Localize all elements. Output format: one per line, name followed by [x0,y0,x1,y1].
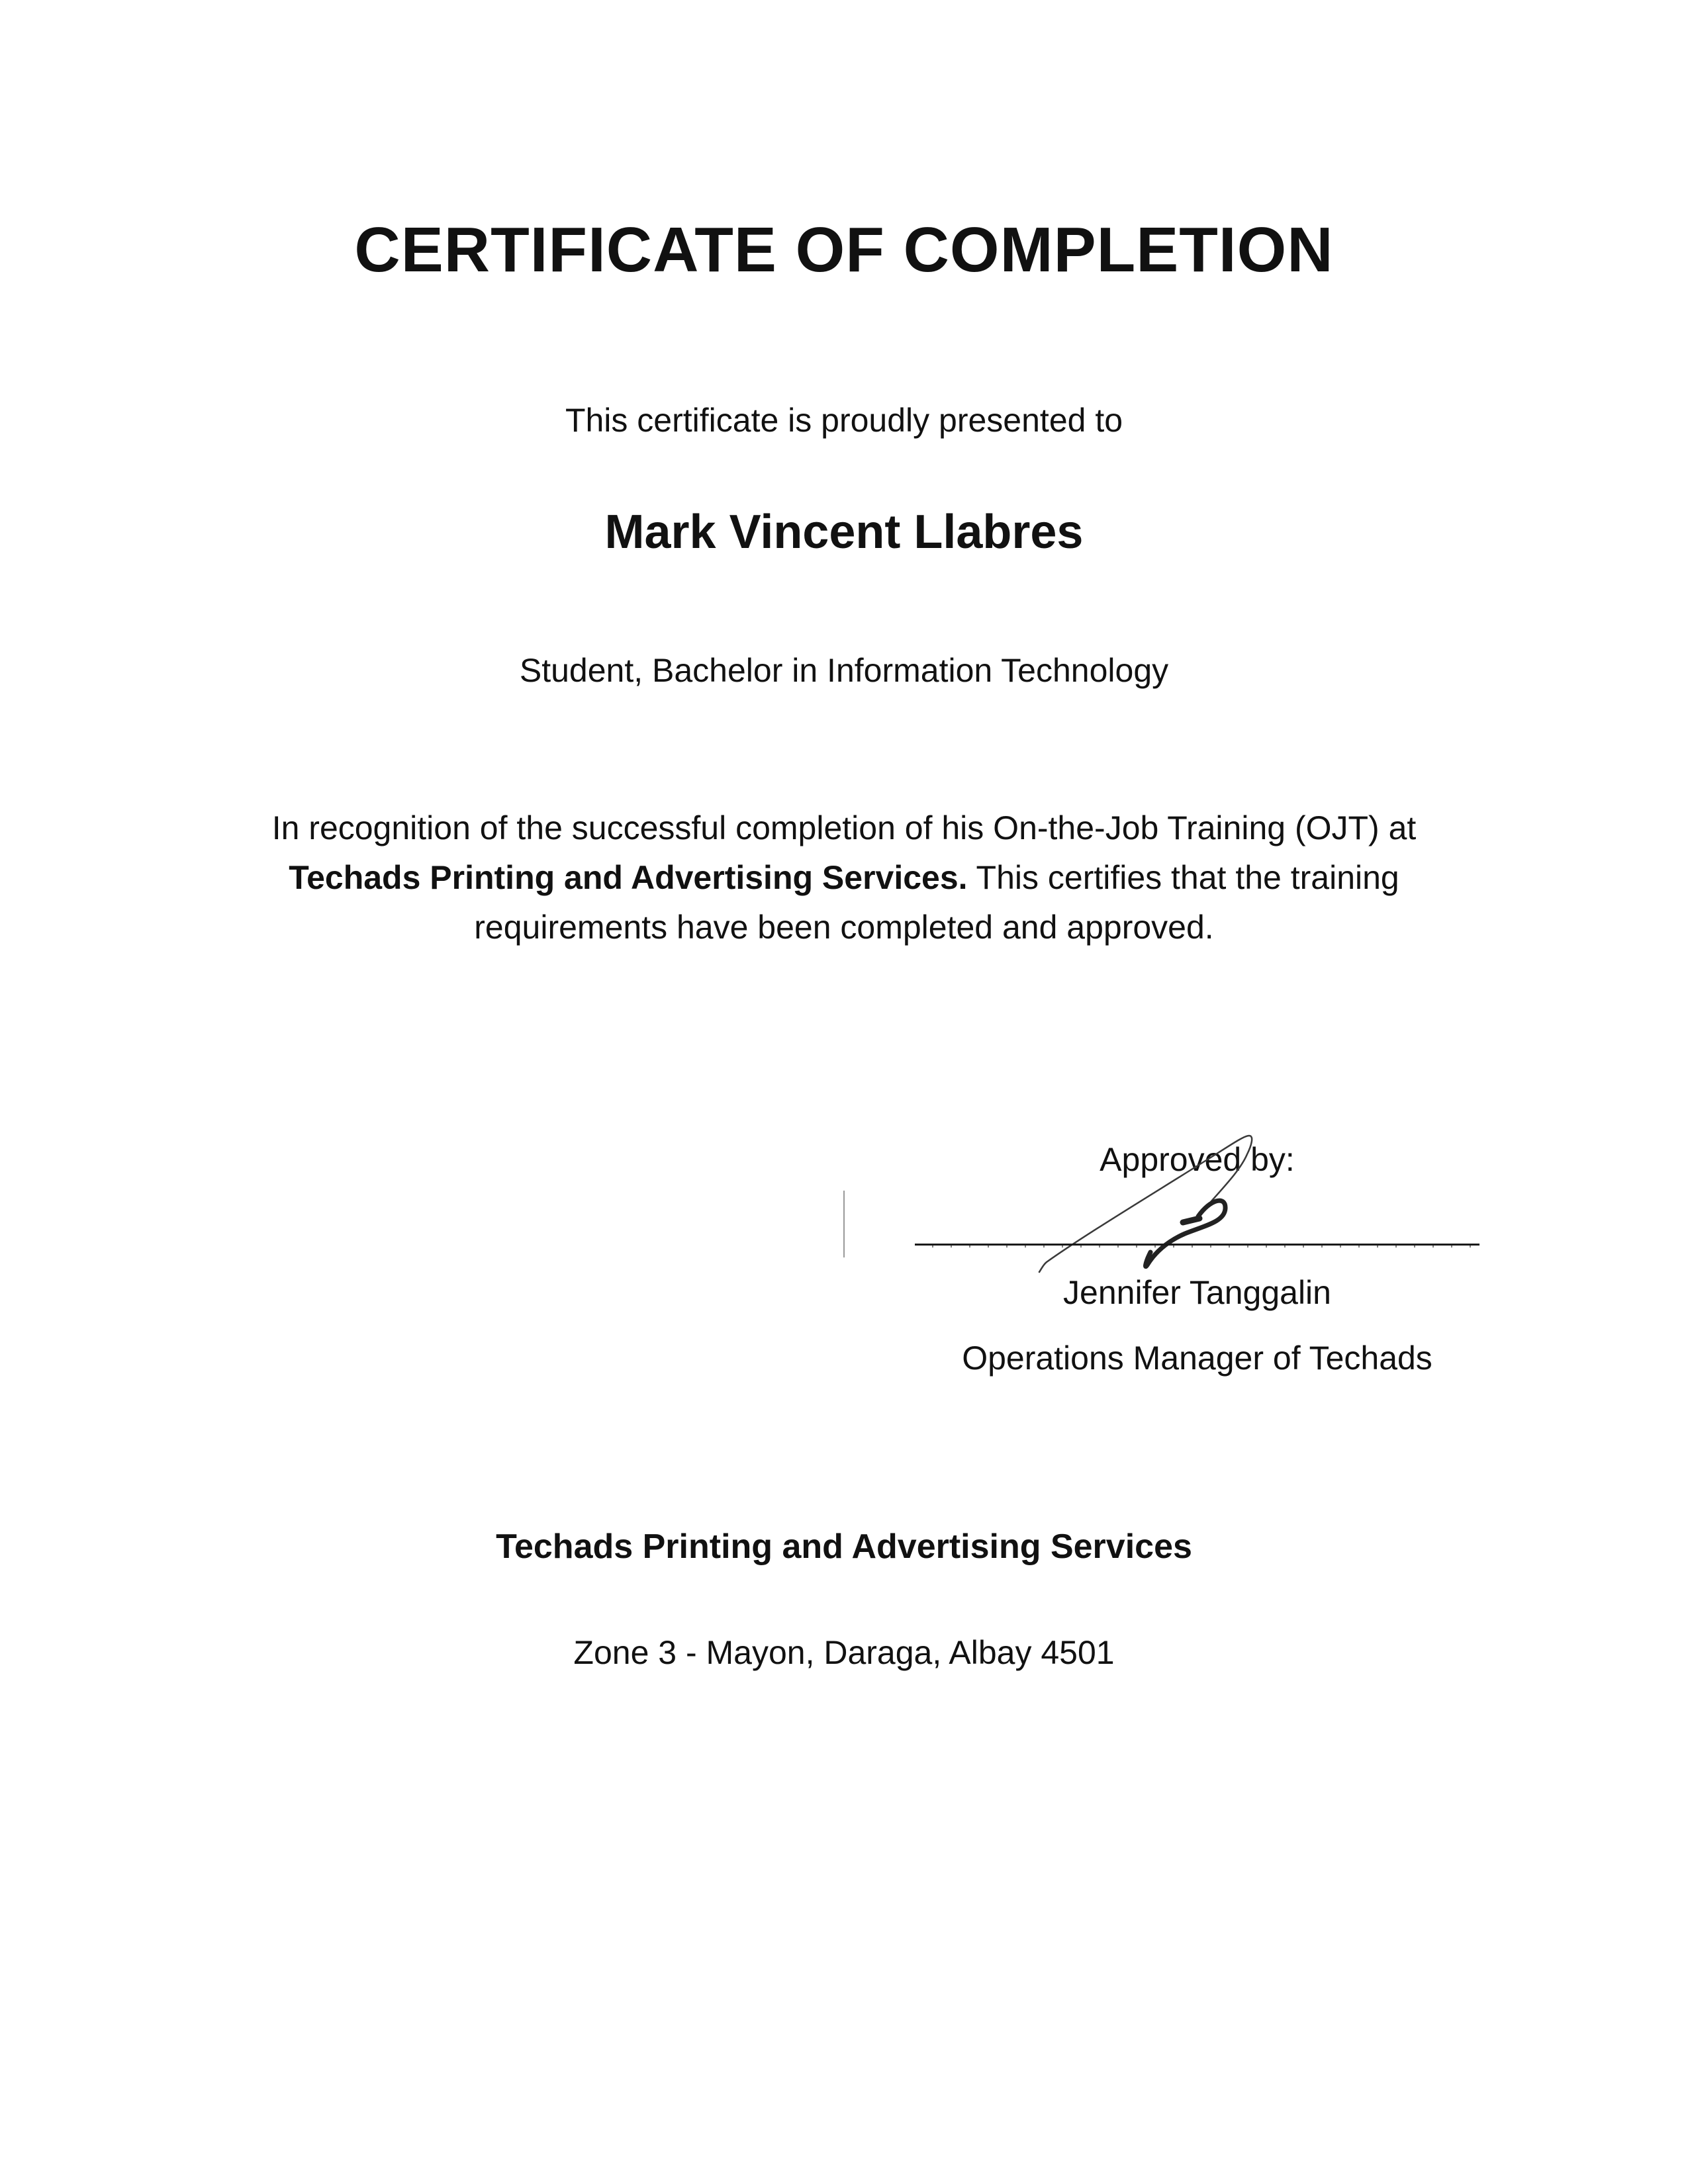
approved-by-label: Approved by: [1100,1141,1295,1178]
body-line-3: requirements have been completed and approved. [474,909,1214,946]
company-address: Zone 3 - Mayon, Daraga, Albay 4501 [573,1634,1115,1671]
signature-image [1019,1112,1297,1277]
body-line-2 [0,853,1688,903]
presented-line: This certificate is proudly presented to [565,402,1123,439]
body-line-1: In recognition of the successful completion of his On-the-Job Training (OJT) at [271,809,1417,846]
vertical-divider-rule [843,1191,845,1257]
recipient-role: Student, Bachelor in Information Technology [519,652,1169,689]
certificate-title: CERTIFICATE OF COMPLETION [354,214,1334,285]
recipient-name: Mark Vincent Llabres [604,506,1084,559]
company-name: Techads Printing and Advertising Services [496,1527,1192,1566]
body-line-2-rest: This certifies that the training [967,859,1399,896]
body-paragraph [0,803,1688,952]
company-name-inline: Techads Printing and Advertising Services. [289,859,968,896]
signatory-title: Operations Manager of Techads [962,1340,1432,1377]
signatory-name: Jennifer Tanggalin [1063,1274,1331,1311]
signature-line-ticks [915,1244,1479,1248]
